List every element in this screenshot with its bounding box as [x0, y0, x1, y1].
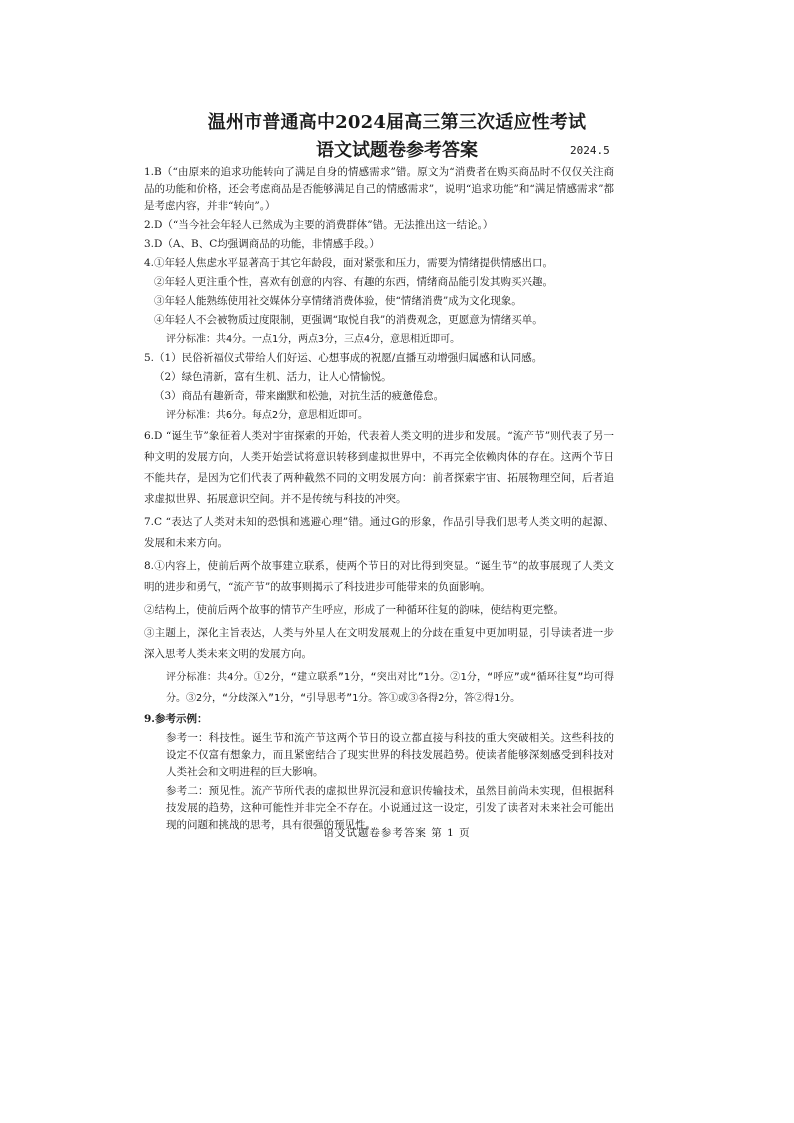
scoring-q4: 评分标准：共4分。一点1分，两点3分，三点4分，意思相近即可。 — [166, 334, 461, 345]
exam-date: 2024.5 — [570, 144, 610, 157]
answer-q5-point3: （3）商品有趣新奇，带来幽默和松弛，对抗生活的疲惫倦怠。 — [154, 390, 445, 402]
answer-q5-point1: 5.（1）民俗祈福仪式带给人们好运、心想事成的祝愿/直播互动增强归属感和认同感。 — [144, 352, 543, 364]
scoring-q5: 评分标准：共6分。每点2分，意思相近即可。 — [166, 410, 369, 421]
answer-q3: 3.D（A、B、C均强调商品的功能，非情感手段。） — [144, 238, 381, 250]
answer-q9-reference2: 参考二：预见性。流产节所代表的虚拟世界沉浸和意识传输技术，虽然目前尚未实现，但根据科技发展的趋势，这种可能性并非完全不存在。小说通过这一设定，引发了读者对未来社会可能出现的问题和挑战的思考，具有很强的预见性。 — [166, 785, 614, 831]
answer-q9-reference1: 参考一：科技性。诞生节和流产节这两个节日的设立都直接与科技的重大突破相关。这些科技的设定不仅富有想象力，而且紧密结合了现实世界的科技发展趋势。使读者能够深刻感受到科技对人类社会和文明进程的巨大影响。 — [166, 732, 614, 778]
answer-q4-point3: ③年轻人能熟练使用社交媒体分享情绪消费体验，使“情绪消费”成为文化现象。 — [154, 295, 522, 307]
answer-q7: 7.C “表达了人类对未知的恐惧和逃避心理”错。通过G的形象，作品引导我们思考人类文明的起源、发展和未来方向。 — [144, 516, 614, 549]
page-footer: 语文试题卷参考答案 第 1 页 — [323, 827, 471, 839]
answer-content — [144, 164, 614, 834]
page-header — [0, 112, 794, 164]
answer-q8-point2: ②结构上，使前后两个故事的情节产生呼应，形成了一种循环往复的韵味，使结构更完整。 — [144, 604, 564, 616]
answer-key-subtitle: 语文试题卷参考答案 — [316, 140, 478, 161]
answer-q8-point3: ③主题上，深化主旨表达，人类与外星人在文明发展观上的分歧在重复中更加明显，引导读者进一步深入思考人类未来文明的发展方向。 — [144, 627, 614, 660]
answer-q4-point1: 4.①年轻人焦虑水平显著高于其它年龄段，面对紧张和压力，需要为情绪提供情感出口。 — [144, 257, 554, 269]
answer-q4-point2: ②年轻人更注重个性，喜欢有创意的内容、有趣的东西，情绪商品能引发其购买兴趣。 — [154, 276, 553, 288]
scoring-q8: 评分标准：共4分。①2分，“建立联系”1分，“突出对比”1分。②1分，“呼应”或“循环往复”均可得分。③2分，“分歧深入”1分，“引导思考”1分。答①或③各得2分，答②得1分。 — [166, 672, 614, 704]
answer-q6: 6.D “诞生节”象征着人类对宇宙探索的开始，代表着人类文明的进步和发展。“流产节”则代表了另一种文明的发展方向，人类开始尝试将意识转移到虚拟世界中，不再完全依赖肉体的存在。这两个节日不能共存，是因为它们代表了两种截然不同的文明发展方向：前者探索宇宙、拓展物理空间，后者追求虚拟世界、拓展意识空间。并不是传统与科技的冲突。 — [144, 430, 614, 505]
answer-q5-point2: （2）绿色清新，富有生机、活力，让人心情愉悦。 — [154, 371, 392, 383]
answer-q1: 1.B（“由原来的追求功能转向了满足自身的情感需求”错。原文为“消费者在购买商品时不仅仅关注商品的功能和价格，还会考虑商品是否能够满足自己的情感需求”，说明“追求功能”和“满足情感需求”都是考虑内容，并非“转向”。） — [144, 166, 614, 212]
answer-q9-heading: 9.参考示例： — [144, 713, 208, 725]
subtitle-row — [0, 138, 794, 164]
answer-q2: 2.D（“当今社会年轻人已然成为主要的消费群体”错。无法推出这一结论。） — [144, 219, 494, 231]
answer-q8-point1: 8.①内容上，使前后两个故事建立联系，使两个节日的对比得到突显。“诞生节”的故事展现了人类文明的进步和勇气，“流产节”的故事则揭示了科技进步可能带来的负面影响。 — [144, 560, 614, 593]
exam-title: 温州市普通高中2024届高三第三次适应性考试 — [207, 112, 587, 133]
answer-q4-point4: ④年轻人不会被物质过度限制，更强调“取悦自我”的消费观念，更愿意为情绪买单。 — [154, 314, 543, 326]
